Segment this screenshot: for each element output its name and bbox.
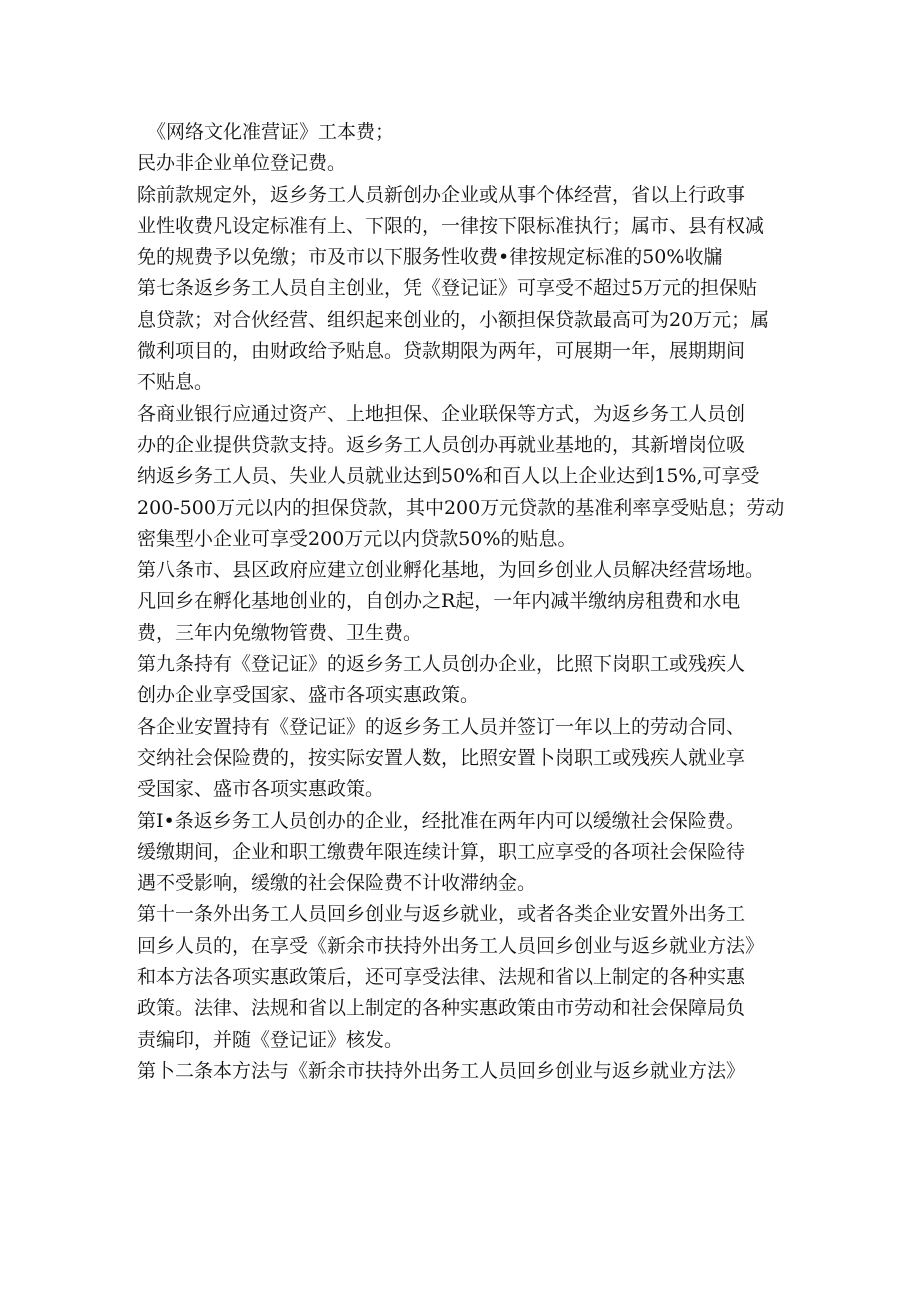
text-line: 缓缴期间，企业和职工缴费年限连续计算，职工应享受的各项社会保险待 (137, 840, 746, 863)
text-line: 200-500万元以内的担保贷款，其中200万元贷款的基准利率享受贴息；劳动 (137, 496, 785, 519)
text-line: 各企业安置持有《登记证》的返乡务工人员并签订一年以上的劳动合同、 (137, 715, 746, 738)
text-line: 第九条持有《登记证》的返乡务工人员创办企业，比照下岗职工或残疾人 (137, 653, 746, 676)
text-line: 不贴息。 (137, 371, 214, 394)
text-line: 政策。法律、法规和省以上制定的各种实惠政策由市劳动和社会保障局负 (137, 997, 746, 1020)
text-line: 办的企业提供贷款支持。返乡务工人员创办再就业基地的，其新增岗位吸 (137, 433, 746, 456)
text-line: 纳返乡务工人员、失业人员就业达到50%和百人以上企业达到15%,可享受 (137, 465, 760, 488)
text-line: 受国家、盛市各项实惠政策。 (137, 778, 385, 801)
text-line: 第七条返乡务工人员自主创业，凭《登记证》可享受不超过5万元的担保贴 (137, 277, 758, 300)
text-line: 微利项目的，由财政给予贴息。贷款期限为两年，可展期一年，展期期间 (137, 340, 746, 363)
text-line: 和本方法各项实惠政策后，还可享受法律、法规和省以上制定的各种实惠 (137, 966, 746, 989)
text-line: 回乡人员的，在享受《新余市扶持外出务工人员回乡创业与返乡就业方法》 (137, 934, 765, 957)
text-line: 密集型小企业可享受200万元以内贷款50%的贴息。 (137, 527, 577, 550)
text-line: 民办非企业单位登记费。 (137, 152, 347, 175)
text-line: 凡回乡在孵化基地创业的，自创办之R起，一年内减半缴纳房租费和水电 (137, 590, 741, 613)
text-line: 息贷款；对合伙经营、组织起来创业的，小额担保贷款最高可为20万元；属 (137, 308, 770, 331)
text-line: 遇不受影响，缓缴的社会保险费不计收滞纳金。 (137, 872, 537, 895)
text-line: 业性收费凡设定标准有上、下限的，一律按下限标准执行；属市、县有权减 (137, 214, 765, 237)
document-body (137, 117, 797, 1087)
text-line: 《网络文化准营证》工本费； (147, 121, 395, 143)
text-line: 第I•条返乡务工人员创办的企业，经批准在两年内可以缓缴社会保险费。 (137, 809, 745, 832)
text-line: 第卜二条本方法与《新余市扶持外出务工人员回乡创业与返乡就业方法》 (137, 1059, 746, 1082)
text-line: 创办企业享受国家、盛市各项实惠政策。 (137, 684, 480, 707)
text-line: 免的规费予以免缴；市及市以下服务性收费•律按规定标准的50%收牖 (137, 246, 723, 269)
text-line: 第八条市、县区政府应建立创业孵化基地，为回乡创业人员解决经营场地。 (137, 559, 765, 582)
text-line: 各商业银行应通过资产、上地担保、企业联保等方式，为返乡务工人员创 (137, 402, 746, 425)
text-line: 第十一条外出务工人员回乡创业与返乡就业，或者各类企业安置外出务工 (137, 903, 746, 926)
text-line: 除前款规定外，返乡务工人员新创办企业或从事个体经营，省以上行政事 (137, 183, 746, 206)
text-line: 交纳社会保险费的，按实际安置人数，比照安置卜岗职工或残疾人就业享 (137, 746, 746, 769)
text-line: 责编印，并随《登记证》核发。 (137, 1028, 404, 1051)
text-line: 费，三年内免缴物管费、卫生费。 (137, 621, 423, 644)
